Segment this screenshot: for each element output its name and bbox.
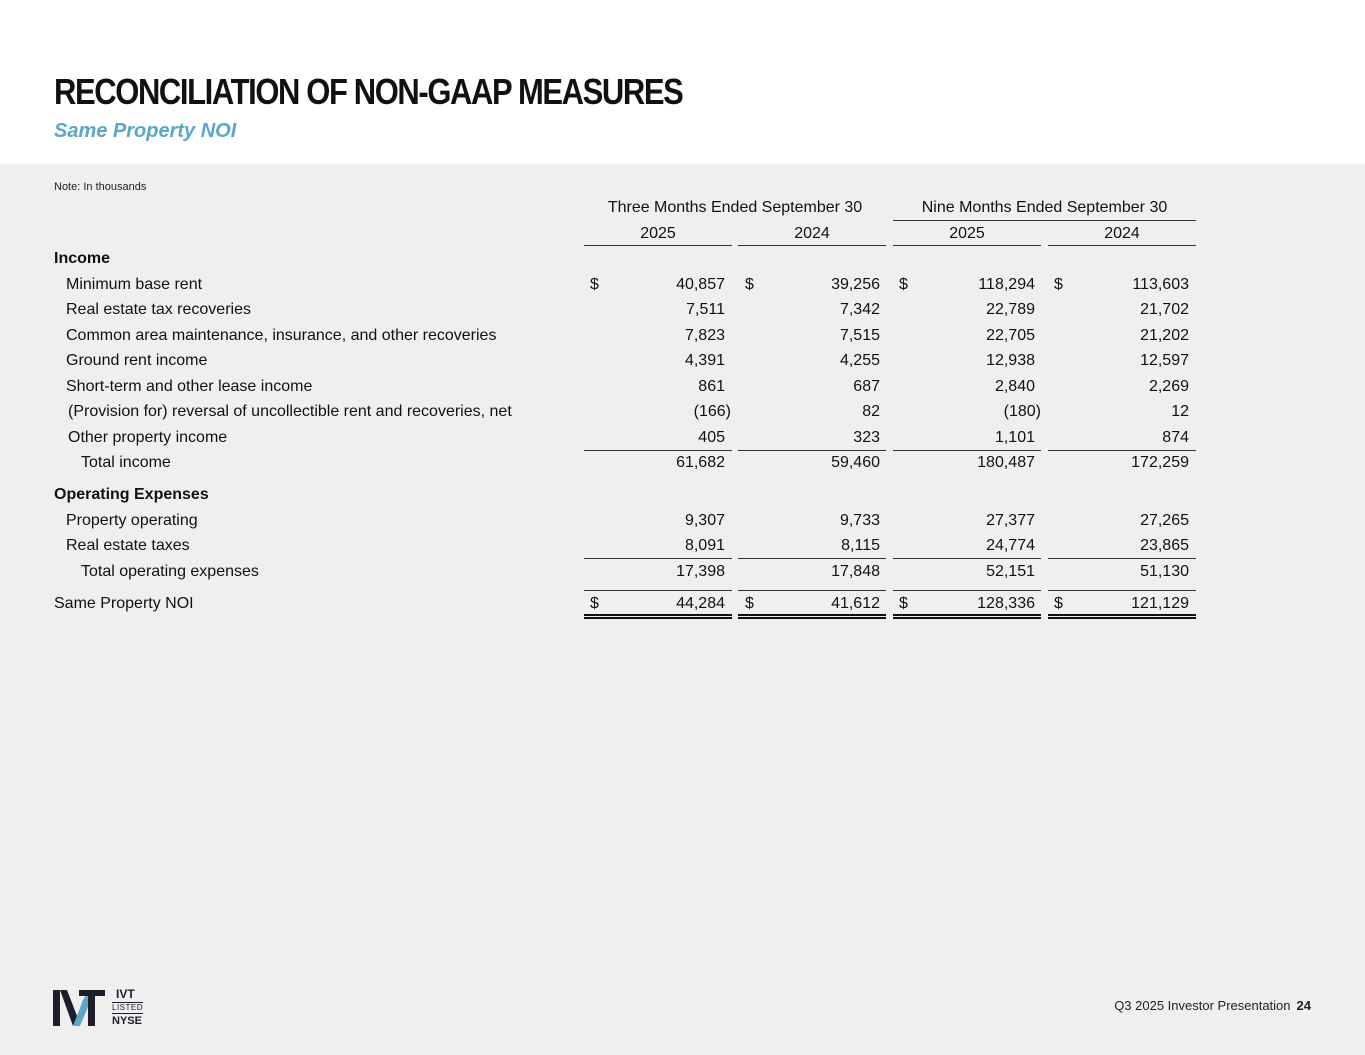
currency-symbol: $ [1054, 595, 1063, 612]
cell-value: 7,511 [686, 301, 725, 318]
currency-symbol: $ [590, 595, 599, 612]
double-rule [1048, 614, 1196, 619]
cell-value: 22,705 [986, 327, 1035, 344]
double-rule [893, 614, 1041, 619]
cell-value-total: 59,460 [831, 454, 880, 471]
subtotal-rule [584, 558, 732, 559]
row-label: Other property income [68, 429, 228, 446]
cell-value: 8,091 [684, 537, 725, 554]
logo-exchange: NYSE [112, 1015, 142, 1027]
year-underline [1048, 245, 1196, 246]
cell-value: 7,342 [839, 301, 880, 318]
row-label: Ground rent income [66, 352, 208, 369]
subtotal-rule [738, 450, 886, 451]
year-underline [584, 245, 732, 246]
cell-value: 7,515 [839, 327, 880, 344]
subtotal-rule [1048, 558, 1196, 559]
row-label: Common area maintenance, insurance, and other recoveries [66, 327, 497, 344]
cell-value: (180) [1003, 403, 1041, 420]
group-header-nine-months: Nine Months Ended September 30 [921, 199, 1168, 216]
currency-symbol: $ [899, 595, 908, 612]
cell-value-noi: 128,336 [977, 595, 1035, 612]
page-number: 24 [1296, 998, 1311, 1013]
cell-value: 2,269 [1148, 378, 1189, 395]
subtotal-rule [738, 558, 886, 559]
cell-value: 27,265 [1140, 512, 1189, 529]
footer-text: Q3 2025 Investor Presentation [1114, 998, 1291, 1013]
cell-value: 8,115 [841, 537, 880, 554]
cell-value: 7,823 [684, 327, 725, 344]
cell-value-noi: 44,284 [676, 595, 725, 612]
cell-value: 2,840 [994, 378, 1035, 395]
currency-symbol: $ [899, 276, 908, 293]
cell-value: 21,702 [1140, 301, 1189, 318]
subtotal-rule [584, 590, 732, 591]
cell-value: 39,256 [831, 276, 880, 293]
cell-value: 861 [698, 378, 725, 395]
cell-value-total: 172,259 [1131, 454, 1189, 471]
cell-value: 12,938 [986, 352, 1035, 369]
footer [1114, 998, 1311, 1013]
year-header: 2025 [640, 225, 676, 242]
subtotal-rule [1048, 590, 1196, 591]
row-label: Short-term and other lease income [66, 378, 313, 395]
subtotal-rule [893, 450, 1041, 451]
cell-value: 12,597 [1140, 352, 1189, 369]
logo-divider [112, 1013, 143, 1014]
cell-value: 687 [853, 378, 880, 395]
row-label: (Provision for) reversal of uncollectible rent and recoveries, net [68, 403, 512, 420]
currency-symbol: $ [745, 595, 754, 612]
logo-ticker: IVT [116, 987, 135, 1001]
cell-value: 9,733 [839, 512, 880, 529]
ivt-logo-icon [53, 988, 107, 1028]
year-underline [738, 245, 886, 246]
double-rule [738, 614, 886, 619]
cell-value-total: 17,398 [676, 563, 725, 580]
currency-symbol: $ [590, 276, 599, 293]
subtotal-rule [738, 590, 886, 591]
cell-value: 24,774 [986, 537, 1035, 554]
subtotal-rule [893, 558, 1041, 559]
cell-value: 27,377 [986, 512, 1035, 529]
year-header: 2024 [1104, 225, 1140, 242]
page-title: RECONCILIATION OF NON-GAAP MEASURES [54, 71, 683, 112]
row-label-total: Total operating expenses [81, 563, 259, 580]
units-note: Note: In thousands [54, 181, 147, 193]
cell-value: 23,865 [1140, 537, 1189, 554]
cell-value: 21,202 [1140, 327, 1189, 344]
cell-value: (166) [693, 403, 731, 420]
double-rule [584, 614, 732, 619]
currency-symbol: $ [745, 276, 754, 293]
row-label: Minimum base rent [66, 276, 203, 293]
row-label-total: Total income [81, 454, 171, 471]
cell-value: 40,857 [676, 276, 725, 293]
group-underline [893, 220, 1196, 221]
cell-value: 4,391 [684, 352, 725, 369]
logo-listed: LISTED [112, 1003, 144, 1012]
cell-value-total: 17,848 [831, 563, 880, 580]
cell-value: 82 [862, 403, 880, 420]
cell-value: 12 [1171, 403, 1189, 420]
page-subtitle: Same Property NOI [54, 120, 237, 142]
year-header: 2025 [949, 225, 985, 242]
row-label: Real estate taxes [66, 537, 190, 554]
row-label: Real estate tax recoveries [66, 301, 251, 318]
cell-value-total: 61,682 [676, 454, 725, 471]
row-label: Property operating [66, 512, 198, 529]
section-operating-expenses: Operating Expenses [54, 486, 209, 503]
group-header-three-months: Three Months Ended September 30 [607, 199, 863, 216]
cell-value-total: 51,130 [1140, 563, 1189, 580]
cell-value-noi: 121,129 [1131, 595, 1189, 612]
cell-value: 113,603 [1132, 276, 1189, 293]
cell-value-noi: 41,612 [831, 595, 880, 612]
cell-value: 405 [698, 429, 725, 446]
cell-value: 22,789 [986, 301, 1035, 318]
cell-value-total: 52,151 [986, 563, 1035, 580]
currency-symbol: $ [1054, 276, 1063, 293]
cell-value: 1,101 [994, 429, 1035, 446]
cell-value: 323 [853, 429, 880, 446]
subtotal-rule [1048, 450, 1196, 451]
subtotal-rule [584, 450, 732, 451]
subtotal-rule [893, 590, 1041, 591]
cell-value: 9,307 [684, 512, 725, 529]
cell-value: 874 [1162, 429, 1189, 446]
cell-value: 4,255 [839, 352, 880, 369]
year-underline [893, 245, 1041, 246]
section-income: Income [54, 250, 111, 267]
cell-value: 118,294 [978, 276, 1035, 293]
row-label-noi: Same Property NOI [54, 595, 194, 612]
cell-value-total: 180,487 [977, 454, 1035, 471]
year-header: 2024 [794, 225, 830, 242]
